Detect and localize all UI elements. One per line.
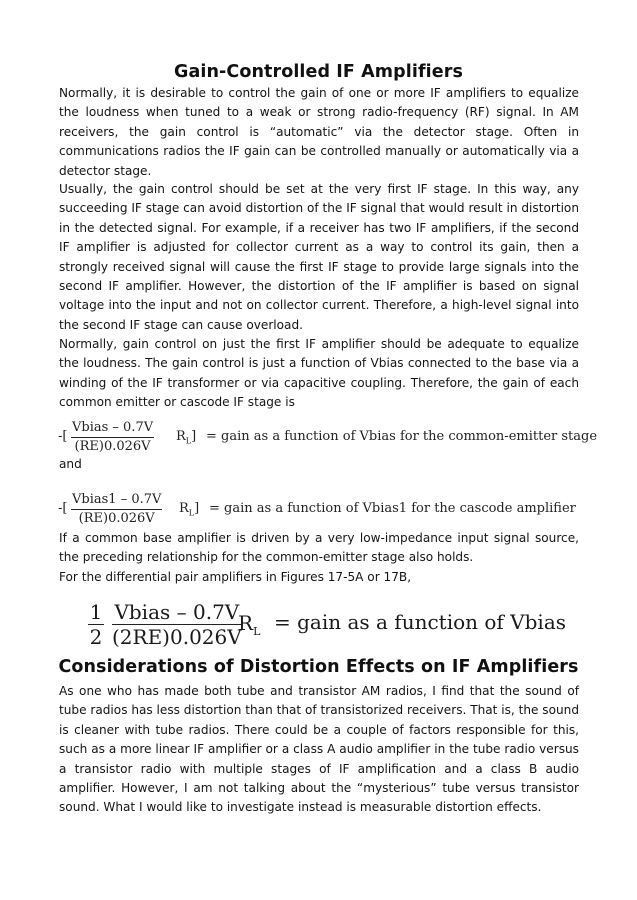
equation2-open-bracket: -[ <box>58 501 68 516</box>
equation2-close-bracket: ] <box>194 501 200 516</box>
equation2-rl <box>179 501 199 518</box>
equation3-half-denominator: 2 <box>89 625 103 649</box>
equation2-denominator: (RE)0.026V <box>78 511 155 526</box>
word-and: and <box>59 457 82 471</box>
equation1-fraction <box>71 419 154 456</box>
equation3-numerator: Vbias – 0.7V <box>112 600 242 625</box>
equation3-rl-subscript: L <box>253 625 261 638</box>
equation2-numerator: Vbias1 – 0.7V <box>71 491 162 510</box>
equation-common-emitter-gain <box>58 419 598 459</box>
equation3-description: = gain as a function of Vbias <box>274 610 567 634</box>
equation1-description: = gain as a function of Vbias for the common-emitter stage <box>206 429 598 444</box>
equation3-half-numerator: 1 <box>89 600 103 624</box>
equation2-rl-subscript: L <box>188 508 195 518</box>
paragraph-gain-control-first-stage: Usually, the gain control should be set at the very first IF stage. In this way, any succeeding IF stage can avoid distortion of the IF signal that would result in distortion in the detected signal. For example, if a receiver has two IF amplifiers, if the second IF amplifier is adjusted for collector current as a way to control its gain, then a strongly received signal will cause the first IF stage to provide large signals into the second IF amplifier. However, the distortion of the IF amplifier is based on signal voltage into the input and not on collector current. Therefore, a high-level signal into the second IF stage can cause overload. <box>59 182 579 332</box>
paragraph-common-base: If a common base amplifier is driven by a very low-impedance input signal source, the preceding relationship for the common-emitter stage also holds. <box>59 531 579 565</box>
equation3-denominator: (2RE)0.026V <box>112 625 242 649</box>
equation2-fraction <box>71 491 162 528</box>
equation1-rl-letter: R <box>176 429 186 444</box>
equation-cascode-gain <box>58 491 588 531</box>
equation3-fraction <box>112 600 242 649</box>
paragraph-distortion-considerations: As one who has made both tube and transistor AM radios, I find that the sound of tube radios has less distortion than that of transistorized receivers. That is, the sound is cleaner with tube radios. There could be a couple of factors responsible for this, such as a more linear IF amplifier or a class A audio amplifier in the tube radio versus a transistor radio with multiple stages of IF amplification and a class B audio amplifier. However, I am not talking about the “mysterious” tube versus transistor sound. What I would like to investigate instead is measurable distortion effects. <box>59 684 579 815</box>
paragraph-intro: Normally, it is desirable to control the gain of one or more IF amplifiers to equalize the loudness when tuned to a weak or strong radio-frequency (RF) signal. In AM receivers, the gain control is “automatic” via the detector stage. Often in communications radios the IF gain can be controlled manually or automatically via a detector stage. <box>59 86 579 178</box>
heading-gain-controlled-if-amplifiers: Gain-Controlled IF Amplifiers <box>173 62 463 82</box>
paragraph-differential-pair: For the differential pair amplifiers in Figures 17-5A or 17B, <box>59 570 412 584</box>
equation1-close-bracket: ] <box>191 429 197 444</box>
heading-distortion-effects: Considerations of Distortion Effects on IF Amplifiers <box>58 657 579 677</box>
equation1-rl-subscript: L <box>185 436 192 446</box>
equation3-rl <box>238 611 260 638</box>
equation2-rl-letter: R <box>179 501 189 516</box>
equation1-denominator: (RE)0.026V <box>74 439 151 454</box>
equation2-description: = gain as a function of Vbias1 for the cascode amplifier <box>209 501 576 516</box>
equation3-rl-letter: R <box>238 611 254 635</box>
paragraph-gain-function-vbias: Normally, gain control on just the first IF amplifier should be adequate to equalize the loudness. The gain control is just a function of Vbias connected to the base via a winding of the IF transformer or via capacitive coupling. Therefore, the gain of each common emitter or cascode IF stage is <box>59 337 579 410</box>
equation1-numerator: Vbias – 0.7V <box>71 419 154 438</box>
equation1-open-bracket: -[ <box>58 429 68 444</box>
equation1-rl <box>176 429 196 446</box>
equation3-half-fraction <box>88 600 104 649</box>
